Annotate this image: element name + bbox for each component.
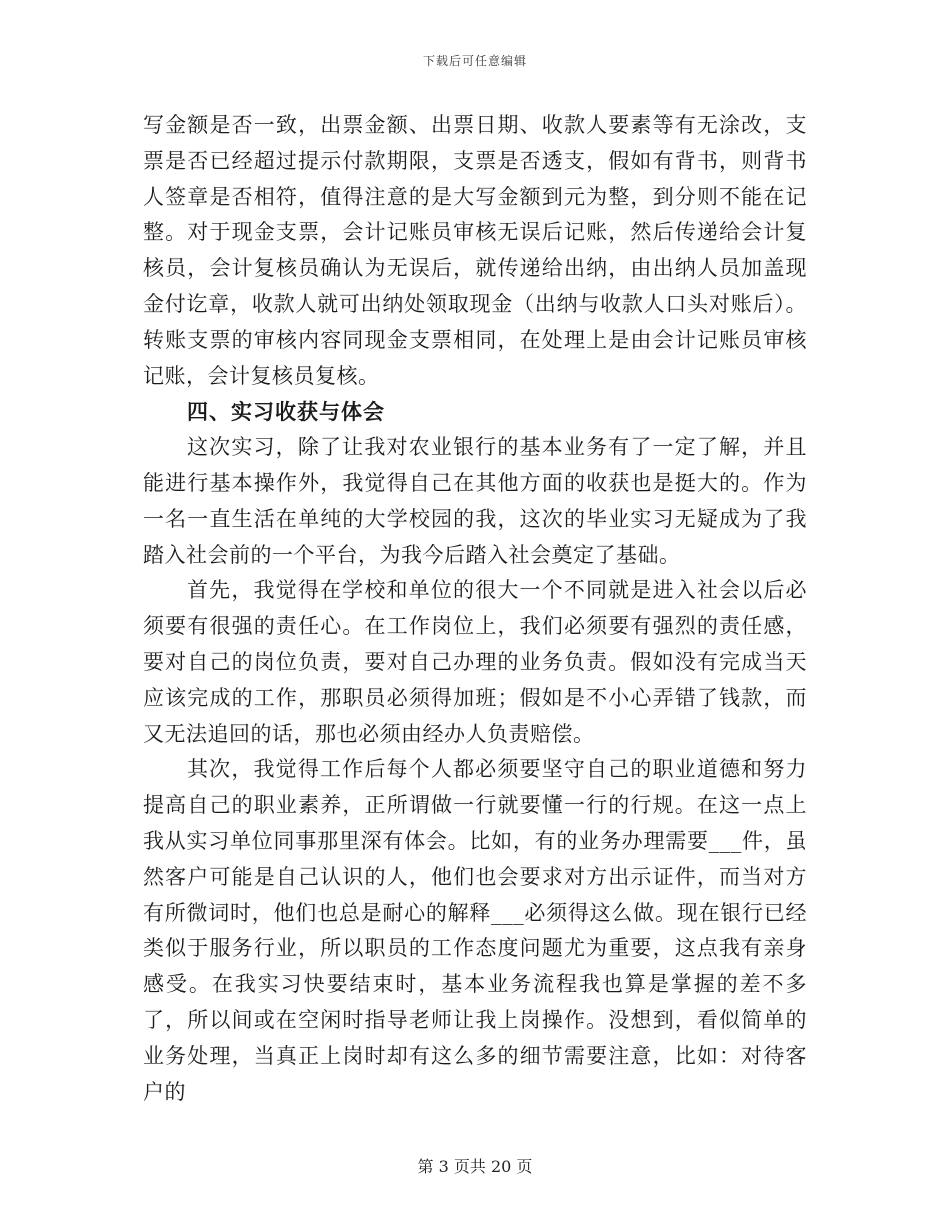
page-footer: 第 3 页共 20 页 xyxy=(417,1157,533,1176)
paragraph-check-review: 写金额是否一致，出票金额、出票日期、收款人要素等有无涂改，支票是否已经超过提示付款期限，支票是否透支，假如有背书，则背书人签章是否相符，值得注意的是大写金额到元为整，到分则不能在记整。对于现金支票，会计记账员审核无误后记账，然后传递给会计复核员，会计复核员确认为无误后，就传递给出纳，由出纳人员加盖现金付讫章，收款人就可出纳处领取现金（出纳与收款人口头对账后）。转账支票的审核内容同现金支票相同，在处理上是由会计记账员审核记账，会计复核员复核。 xyxy=(143,113,807,388)
page-header: 下载后可任意编辑 xyxy=(422,54,527,68)
paragraph-professional-ethics: 其次，我觉得工作后每个人都必须要坚守自己的职业道德和努力提高自己的职业素养，正所谓做一行就要懂一行的行规。在这一点上我从实习单位同事那里深有体会。比如，有的业务办理需要___件，虽然客户可能是自己认识的人，他们也会要求对方出示证件，而当对方有所微词时，他们也总是耐心的解释___必须得这么做。现在银行已经类似于服务行业，所以职员的工作态度问题尤为重要，这点我有亲身感受。在我实习快要结束时，基本业务流程我也算是掌握的差不多了，所以间或在空闲时指导老师让我上岗操作。没想到，看似简单的业务处理，当真正上岗时却有这么多的细节需要注意，比如：对待客户的 xyxy=(143,757,807,1104)
paragraph-internship-gains: 这次实习，除了让我对农业银行的基本业务有了一定了解，并且能进行基本操作外，我觉得自己在其他方面的收获也是挺大的。作为一名一直生活在单纯的大学校园的我，这次的毕业实习无疑成为了我踏入社会前的一个平台，为我今后踏入社会奠定了基础。 xyxy=(143,435,807,567)
paragraph-responsibility: 首先，我觉得在学校和单位的很大一个不同就是进入社会以后必须要有很强的责任心。在工作岗位上，我们必须要有强烈的责任感，要对自己的岗位负责，要对自己办理的业务负责。假如没有完成当天应该完成的工作，那职员必须得加班；假如是不小心弄错了钱款，而又无法追回的话，那也必须由经办人负责赔偿。 xyxy=(143,578,807,746)
document-body xyxy=(143,108,807,1110)
section-heading: 四、实习收获与体会 xyxy=(187,399,385,425)
